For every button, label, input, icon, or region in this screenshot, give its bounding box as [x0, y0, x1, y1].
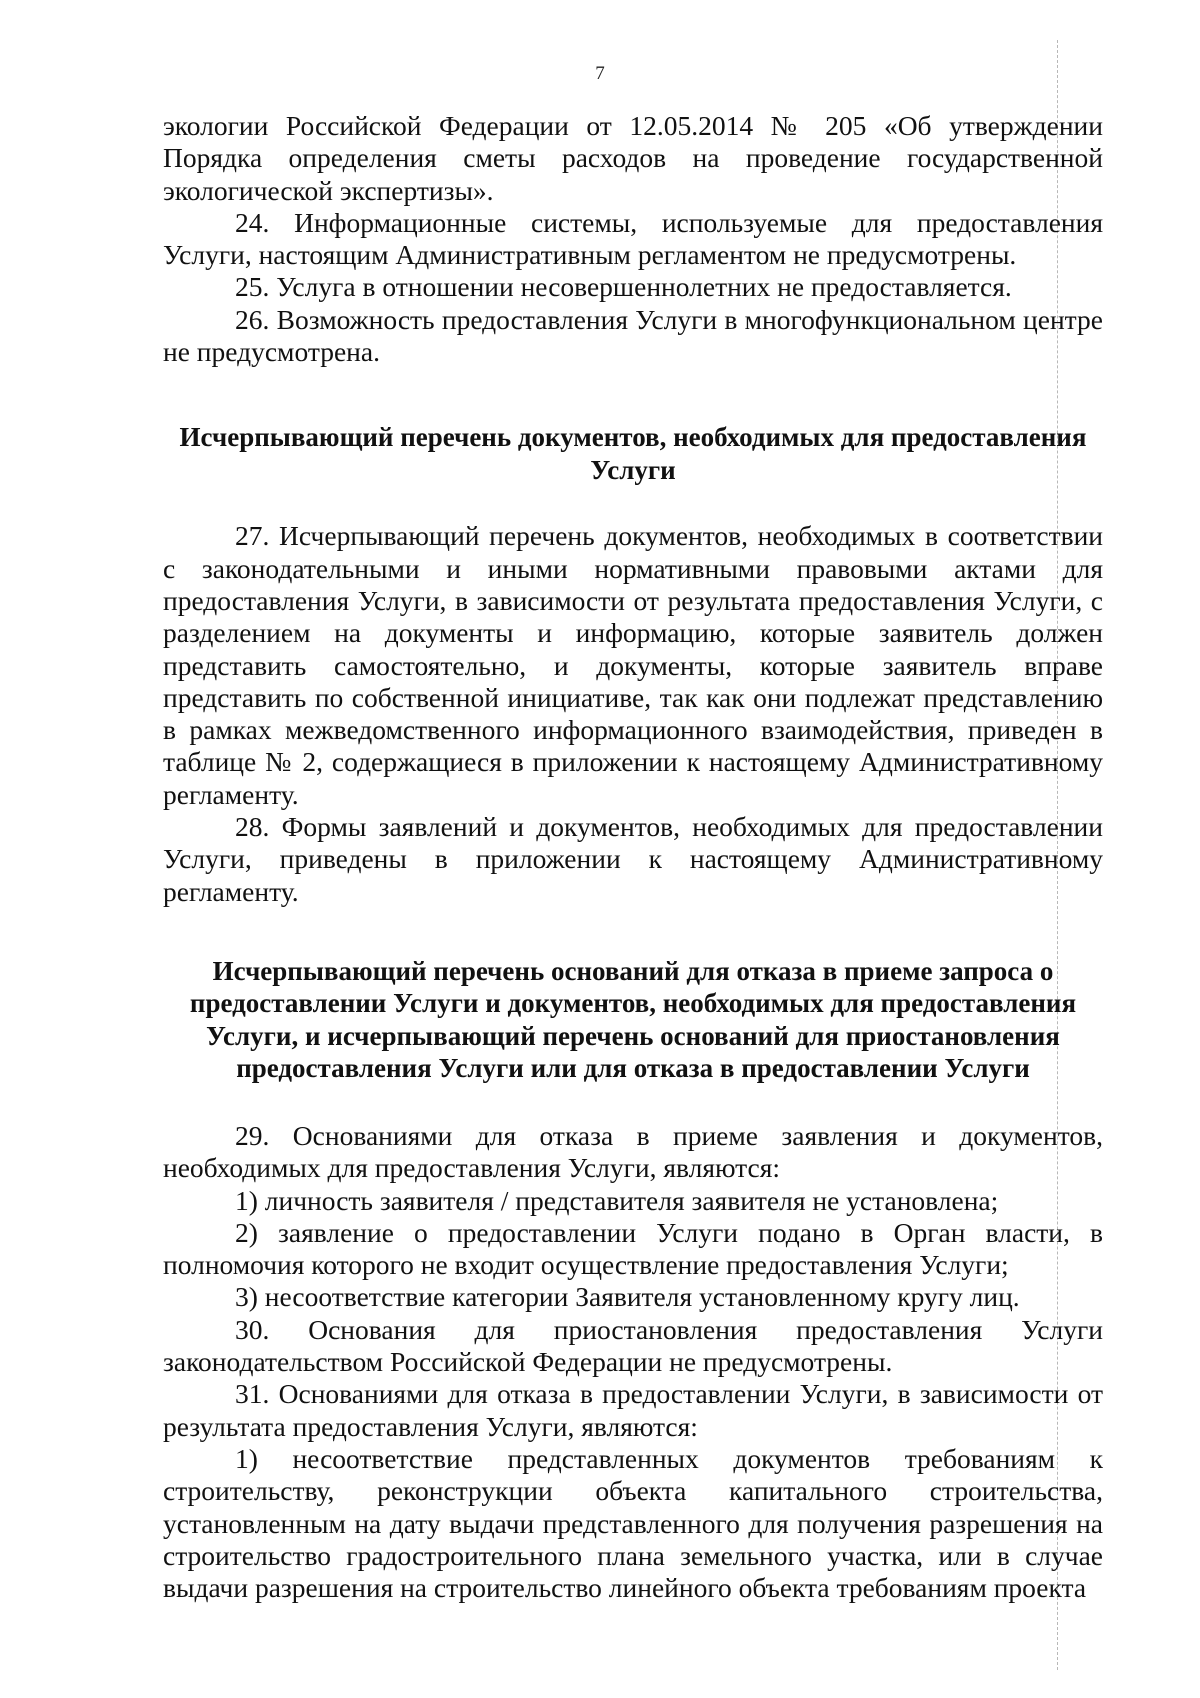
paragraph-29-item-3: 3) несоответствие категории Заявителя установленному кругу лиц.: [235, 1281, 1020, 1313]
document-body: [163, 110, 1103, 1604]
paragraph-26: 26. Возможность предоставления Услуги в многофункциональном центре не предусмотрена.: [163, 303, 1103, 368]
section-heading-refusal-grounds: Исчерпывающий перечень оснований для отказа в приеме запроса о предоставлении Услуги и документов, необходимых для предоставления Услуги, и исчерпывающий перечень оснований для приостановления предоставления Услуги или для отказа в предоставлении Услуги: [189, 955, 1077, 1084]
paragraph-24: 24. Информационные системы, используемые для предоставления Услуги, настоящим Административным регламентом не предусмотрены.: [163, 206, 1103, 271]
paragraph-25: 25. Услуга в отношении несовершеннолетних не предоставляется.: [235, 271, 1012, 303]
section-heading-documents: Исчерпывающий перечень документов, необходимых для предоставления Услуги: [179, 422, 1087, 485]
paragraph-30: 30. Основания для приостановления предоставления Услуги законодательством Российской Федерации не предусмотрены.: [163, 1313, 1103, 1378]
paragraph-31: 31. Основаниями для отказа в предоставлении Услуги, в зависимости от результата предоставления Услуги, являются:: [163, 1378, 1103, 1442]
paragraph-continuation: экологии Российской Федерации от 12.05.2014 № 205 «Об утверждении Порядка определения сметы расходов на проведение государственной экологической экспертизы».: [163, 110, 1103, 206]
paragraph-29-item-1: 1) личность заявителя / представителя заявителя не установлена;: [235, 1184, 999, 1216]
paragraph-29-item-2: 2) заявление о предоставлении Услуги подано в Орган власти, в полномочия которого не входит осуществление предоставления Услуги;: [163, 1216, 1103, 1281]
paragraph-27: 27. Исчерпывающий перечень документов, необходимых в соответствии с законодательными и иными нормативными правовыми актами для предоставления Услуги, в зависимости от результата предоставления Услуги, с разделением на документы и информацию, которые заявитель должен представить самостоятельно, и документы, которые заявитель вправе представить по собственной инициативе, так как они подлежат представлению в рамках межведомственного информационного взаимодействия, приведен в таблице № 2, содержащиеся в приложении к настоящему Административному регламенту.: [163, 520, 1103, 810]
paragraph-31-item-1: 1) несоответствие представленных документов требованиям к строительству, реконструкции объекта капитального строительства, установленным на дату выдачи представленного для получения разрешения на строительство градостроительного плана земельного участка, или в случае выдачи разрешения на строительство линейного объекта требованиям проекта: [163, 1442, 1103, 1604]
paragraph-29: 29. Основаниями для отказа в приеме заявления и документов, необходимых для предоставления Услуги, являются:: [163, 1119, 1103, 1184]
paragraph-28: 28. Формы заявлений и документов, необходимых для предоставлении Услуги, приведены в приложении к настоящему Административному регламенту.: [163, 811, 1103, 907]
page-number: 7: [595, 63, 605, 84]
